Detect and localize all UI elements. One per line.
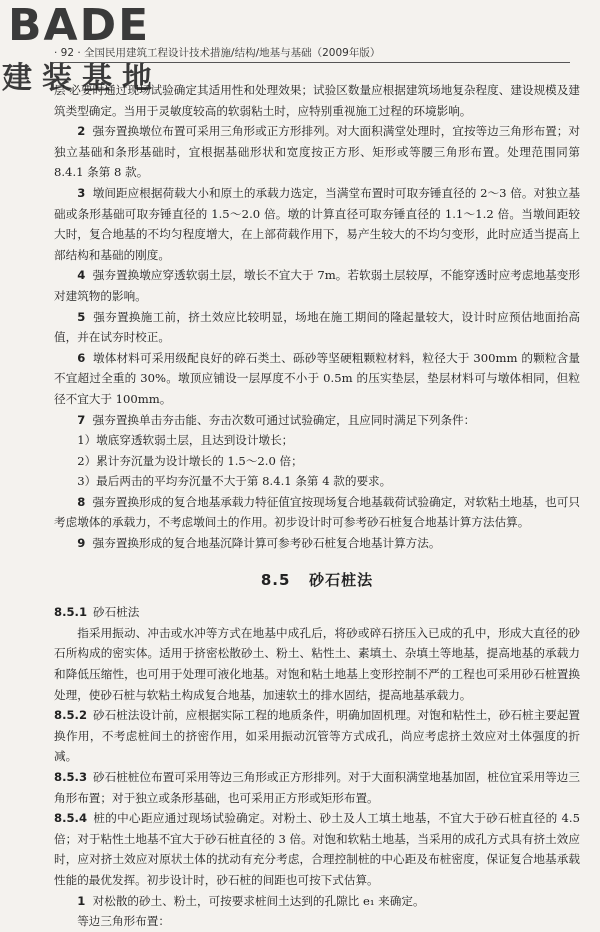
watermark-logo-latin: BADE (8, 0, 151, 51)
subsection-8-5-2: 8.5.2 砂石桩法设计前，应根据实际工程的地质条件，明确加固机理。对饱和粘性土，砂石桩主要起置换作用，不考虑桩间土的挤密作用，如采用振动沉管等方式成孔，尚应考虑挤土效应对土体强度的折减。 (54, 708, 580, 764)
paragraph-item-2: 2 强夯置换墩位布置可采用三角形或正方形排列。对大面积满堂处理时，宜按等边三角形布置；对独立基础和条形基础时，宜根据基础形状和宽度按正方形、矩形或等腰三角形布置。处理范围同第 8.4.1 条第 8 款。 (54, 124, 580, 180)
running-header: · 92 · 全国民用建筑工程设计技术措施/结构/地基与基础（2009年版） (54, 45, 570, 63)
paragraph-item-7: 7 强夯置换单击夯击能、夯击次数可通过试验确定，且应同时满足下列条件： (77, 412, 476, 427)
list-item: 1）墩底穿透软弱土层，且达到设计墩长； (77, 433, 294, 448)
list-item: 3）最后两击的平均夯沉量不大于第 8.4.1 条第 4 款的要求。 (77, 474, 392, 489)
paragraph-caption: 等边三角形布置： (77, 914, 170, 929)
paragraph-item-3: 3 墩间距应根据荷载大小和原土的承载力选定，当满堂布置时可取夯锤直径的 2～3 倍。对独立基础或条形基础可取夯锤直径的 1.5～2.0 倍。墩的计算直径可取夯锤直径的 1.1～1.2 倍。当墩间距较大时，复合地基的不均匀程度增大，在上部荷载作用下，易产生较大的不均匀变形，此时应适当提高上部结构和基础的刚度。 (54, 185, 580, 262)
paragraph-item-4: 4 强夯置换墩应穿透软弱土层，墩长不宜大于 7m。若软弱土层较厚，不能穿透时应考虑地基变形对建筑物的影响。 (54, 268, 581, 303)
paragraph-item-6: 6 墩体材料可采用级配良好的碎石类土、砾砂等坚硬粗颗粒材料，粒径大于 300mm 的颗粒含量不宜超过全重的 30%。墩顶应铺设一层厚度不小于 0.5m 的压实垫层，垫层材料可与墩体相同，但粒径不宜大于 100mm。 (54, 350, 580, 406)
paragraph-item-9: 9 强夯置换形成的复合地基沉降计算可参考砂石桩复合地基计算方法。 (77, 536, 441, 551)
subsection-8-5-1: 8.5.1 砂石桩法 (54, 605, 140, 620)
subsection-body: 指采用振动、冲击或水冲等方式在地基中成孔后，将砂或碎石挤压入已成的孔中，形成大直径的砂石所构成的密实体。适用于挤密松散砂土、粉土、粘性土、素填土、杂填土等地基，提高地基的承载力和降低压缩性，也可用于处理可液化地基。对饱和粘土地基上变形控制不严的工程也可采用砂石桩置换处理，使砂石桩与软粘土构成复合地基，加速软土的排水固结，提高地基承载力。 (54, 625, 580, 702)
page-body (54, 80, 580, 932)
section-title: 8.5 砂石桩法 (260, 570, 374, 589)
list-item: 2）累计夯沉量为设计墩长的 1.5～2.0 倍； (77, 453, 303, 468)
paragraph-item-5: 5 强夯置换施工前，挤土效应比较明显，场地在施工期间的隆起量较大，设计时应预估地面抬高值，并在试夯时校正。 (54, 309, 580, 345)
paragraph-item-8: 8 强夯置换形成的复合地基承载力特征值宜按现场复合地基载荷试验确定，对软粘土地基，也可只考虑墩体的承载力，不考虑墩间土的作用。初步设计时可参考砂石桩复合地基计算方法估算。 (54, 494, 580, 530)
paragraph-continued: 层 必要时通过现场试验确定其适用性和处理效果；试验区数量应根据建筑场地复杂程度、建设规模及建筑类型确定。当用于灵敏度较高的软弱粘土时，应特别重视施工过程的环境影响。 (54, 83, 580, 118)
watermark-logo-chinese: 建装基地 (2, 61, 162, 96)
paragraph-item-1: 1 对松散的砂土、粉土，可按要求桩间土达到的孔隙比 e₁ 来确定。 (77, 893, 425, 908)
subsection-8-5-3: 8.5.3 砂石桩桩位布置可采用等边三角形或正方形排列。对于大面积满堂地基加固，桩位宜采用等边三角形布置；对于独立或条形基础，也可采用正方形或矩形布置。 (54, 770, 580, 805)
subsection-8-5-4: 8.5.4 桩的中心距应通过现场试验确定。对粉土、砂土及人工填土地基，不宜大于砂石桩直径的 4.5 倍；对于粘性土地基不宜大于砂石桩直径的 3 倍。对饱和软粘土地基，当采用的成孔方式具有挤土效应时，应对挤土效应对原状土体的扰动有充分考虑，合理控制桩的中心距及布桩密度，保证复合地基承载性能的最优发挥。初步设计时，砂石桩的间距也可按下式估算。 (54, 811, 580, 887)
